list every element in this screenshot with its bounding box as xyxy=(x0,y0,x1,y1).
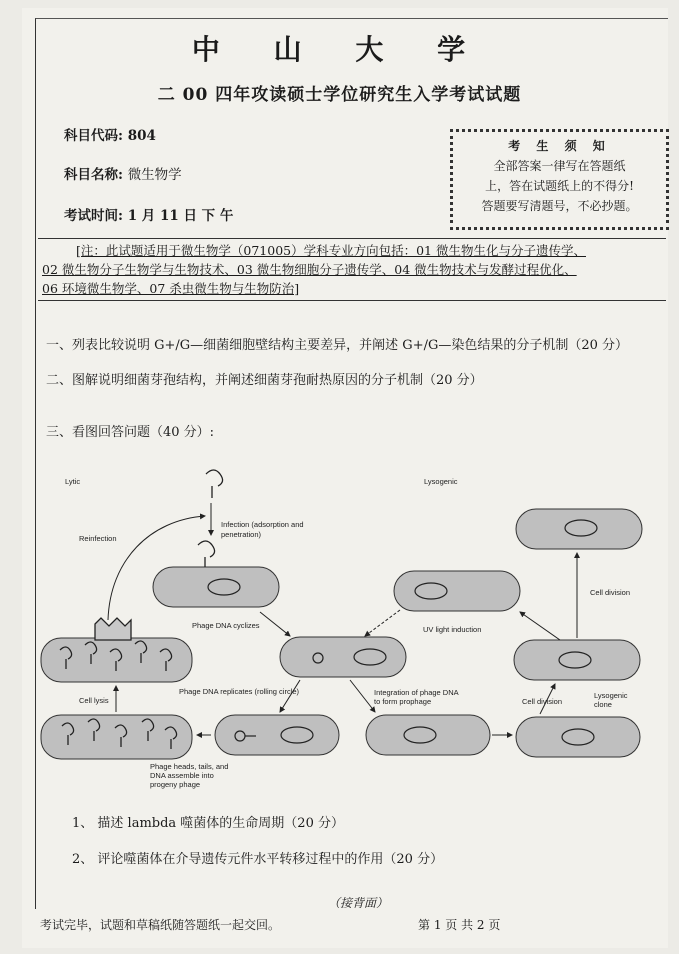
note-line: 02 微生物分子生物学与生物技术、03 微生物细胞分子遗传学、04 微生物技术与发酵过程优化、 xyxy=(42,262,577,277)
induction-arrow xyxy=(365,610,400,636)
subject-code-label: 科目代码: xyxy=(64,128,123,144)
label-infection: Infection (adsorption and xyxy=(221,520,304,529)
arrow xyxy=(350,680,375,712)
label-infection: penetration) xyxy=(221,530,262,539)
label-assembly: Phage heads, tails, and xyxy=(150,762,229,771)
cell-assembly xyxy=(41,715,192,759)
cell-bottom-mid xyxy=(366,715,490,755)
label-cell-lysis: Cell lysis xyxy=(79,696,109,705)
exam-time-label: 考试时间: xyxy=(64,208,123,224)
arrow xyxy=(520,612,560,640)
cell-bottom-right xyxy=(516,717,640,757)
label-lysogenic-clone: clone xyxy=(594,700,612,709)
cell-top-left xyxy=(153,567,279,607)
exam-title: 二 00 四年攻读硕士学位研究生入学考试试题 xyxy=(157,85,522,105)
label-uv-induction: UV light induction xyxy=(423,625,482,634)
question-1: 一、列表比较说明 G+/G—细菌细胞壁结构主要差异，并阐述 G+/G—染色结果的分子机制（20 分） xyxy=(46,338,629,353)
turn-over-note: （接背面） xyxy=(328,896,389,910)
notice-title: 考 生 须 知 xyxy=(508,139,611,153)
university-name: 中 山 大 学 xyxy=(191,33,488,66)
subject-name-label: 科目名称: xyxy=(64,167,123,183)
arrow xyxy=(260,612,290,636)
label-lysogenic: Lysogenic xyxy=(424,477,458,486)
cell-lysogen-top xyxy=(394,571,520,611)
subject-name-value: 微生物学 xyxy=(127,167,182,183)
label-dna-cyclizes: Phage DNA cyclizes xyxy=(192,621,260,630)
label-assembly: progeny phage xyxy=(150,780,201,789)
phage-particle xyxy=(206,470,223,498)
notice-line: 全部答案一律写在答题纸 xyxy=(493,159,626,173)
notice-line: 答题要写清题号，不必抄题。 xyxy=(481,199,638,213)
cell-right-mid xyxy=(514,640,640,680)
label-cell-division: Cell division xyxy=(522,697,563,706)
question-3: 三、看图回答问题（40 分）: xyxy=(46,425,215,440)
label-integration: Integration of phage DNA xyxy=(374,688,459,697)
cell-center xyxy=(280,637,406,677)
page-number: 第 1 页 共 2 页 xyxy=(418,918,501,932)
label-reinfection: Reinfection xyxy=(79,534,117,543)
subquestion-1: 1、 描述 lambda 噬菌体的生命周期（20 分） xyxy=(72,816,344,831)
note-line: 06 环境微生物学、07 杀虫微生物与生物防治] xyxy=(42,281,300,296)
label-lytic: Lytic xyxy=(65,477,81,486)
phage-particle xyxy=(198,541,215,567)
exam-time-value: 1 月 11 日 下 午 xyxy=(127,208,234,224)
label-lysogenic-clone: Lysogenic xyxy=(594,691,628,700)
label-dna-replicates: Phage DNA replicates (rolling circle) xyxy=(179,687,300,696)
label-cell-division: Cell division xyxy=(590,588,631,597)
cell-far-top xyxy=(516,509,642,549)
question-2: 二、图解说明细菌芽孢结构，并阐述细菌芽孢耐热原因的分子机制（20 分） xyxy=(46,373,483,388)
label-assembly: DNA assemble into xyxy=(150,771,214,780)
cell-bottom-left xyxy=(215,715,339,755)
lysis-burst xyxy=(95,618,131,640)
label-integration: to form prophage xyxy=(374,697,432,706)
subquestion-2: 2、 评论噬菌体在介导遗传元件水平转移过程中的作用（20 分） xyxy=(72,852,444,867)
subject-code-value: 804 xyxy=(127,128,156,144)
footer-instruction: 考试完毕，试题和草稿纸随答题纸一起交回。 xyxy=(40,918,281,932)
arrow xyxy=(280,680,300,712)
notice-line: 上，答在试题纸上的不得分! xyxy=(485,179,634,193)
note-line: [注：此试题适用于微生物学（071005）学科专业方向包括：01 微生物生化与分子遗传学、 xyxy=(76,243,586,258)
